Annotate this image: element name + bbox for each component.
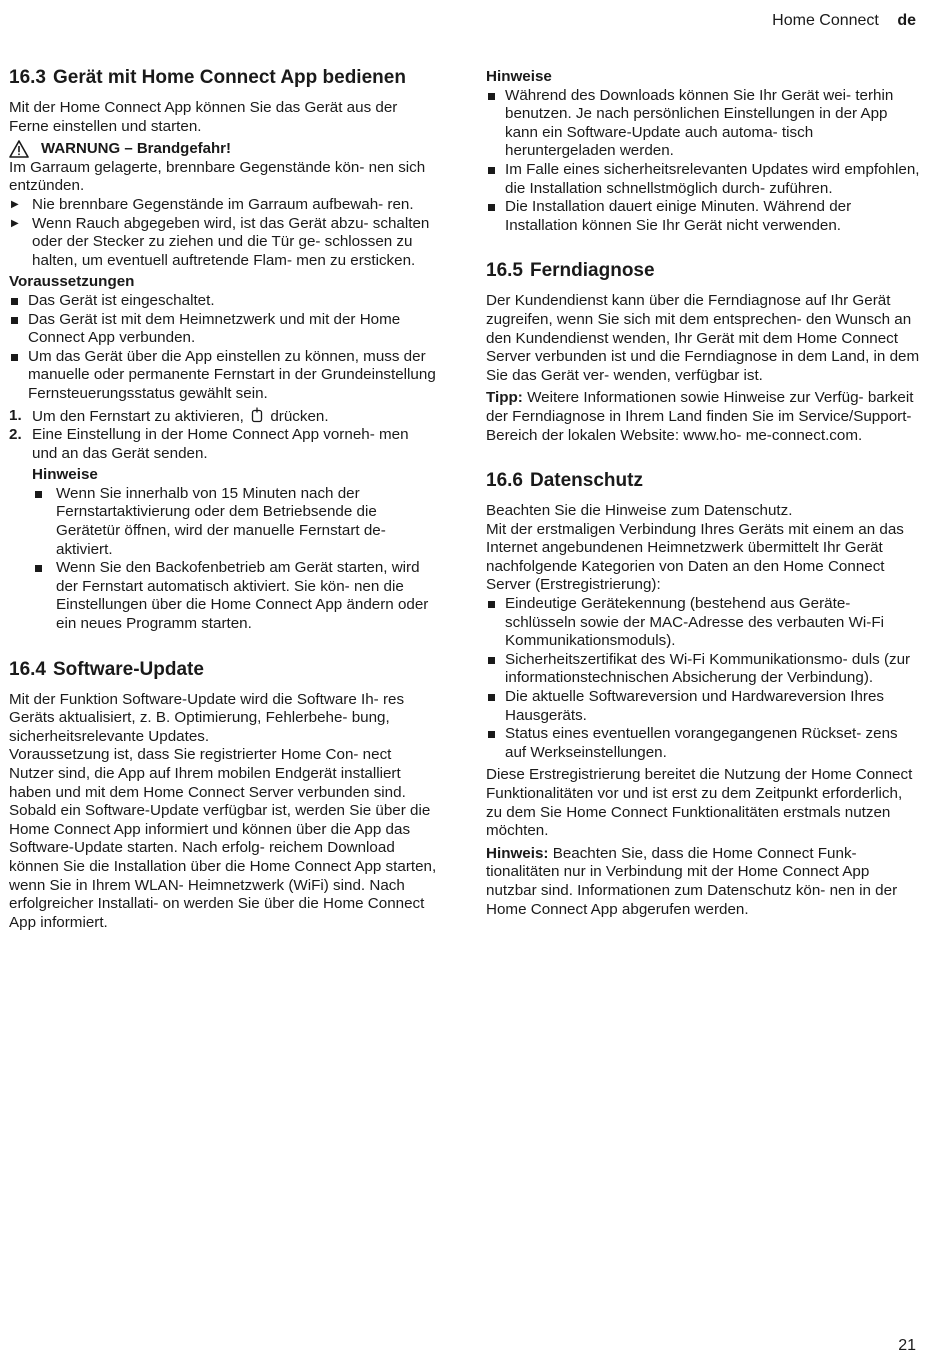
tip-label: Tipp: [486,389,523,407]
paragraph: Mit der erstmaligen Verbindung Ihres Geräts mit einem an das Internet angebundenen Heimnetzwerk übermittelt Ihr Gerät nachfolgende Kategorien von Daten an den Home Connect Server (Erstregistrierung): [486,520,904,594]
list-item: Die aktuelle Softwareversion und Hardwareversion Ihres Hausgeräts. [486,688,922,725]
right-column [486,68,922,919]
page-number: 21 [898,1337,916,1354]
heading-16-5: 16.5 Ferndiagnose [486,260,655,282]
notes-heading: Hinweise [32,466,98,484]
list-item: Eindeutige Gerätekennung (bestehend aus Geräte- schlüsseln sowie der MAC-Adresse des verbauten Wi-Fi Kommunikationsmoduls). [486,595,922,651]
list-item: Die Installation dauert einige Minuten. Während der Installation können Sie Ihr Gerät nicht verwenden. [486,198,922,235]
list-item: Um das Gerät über die App einstellen zu können, muss der manuelle oder permanente Fernstart in der Grundeinstellung Fernsteuerungsstatus gewählt sein. [9,348,437,404]
heading-16-4: 16.4 Software-Update [9,658,204,680]
paragraph: Sobald ein Software-Update verfügbar ist, werden Sie über die Home Connect App informiert und können über die App das Software-Update starten. Nach erfolg- reichem Download können Sie die Installation über die Home Connect App starten, wenn Sie in Ihrem WLAN- Heimnetzwerk (WiFi) sind. Nach erfolgreicher Installati- on werden Sie über die Home Connect App informiert. [9,802,437,931]
list-item: Das Gerät ist eingeschaltet. [9,292,437,311]
note-label: Hinweis: [486,844,549,862]
tip-paragraph: Tipp: Weitere Informationen sowie Hinweise zur Verfüg- barkeit der Ferndiagnose in Ihrem Land finden Sie im Service/Support-Bereich der lokalen Website: www.ho- me-connect.com. [486,389,914,444]
list-item: Status eines eventuellen vorangegangenen Rückset- zens auf Werkseinstellungen. [486,725,922,762]
heading-16-3: 16.3 Gerät mit Home Connect App bedienen [9,67,406,88]
note-paragraph: Hinweis: Beachten Sie, dass die Home Connect Funk- tionalitäten nur in Verbindung mit der Home Connect App nutzbar sind. Informationen zum Datenschutz kön- nen in der Home Connect App abgerufen werden. [486,844,898,918]
list-item: Während des Downloads können Sie Ihr Gerät wei- terhin benutzen. Je nach persönlichen Einstellungen in der App kann ein Software-Update auch automa- tisch heruntergeladen werden. [486,87,922,161]
list-item: Wenn Sie innerhalb von 15 Minuten nach der Fernstartaktivierung oder dem Betriebsende die Gerätetür öffnen, wird der manuelle Fernstart de- aktiviert. [32,485,437,559]
list-item: Sicherheitszertifikat des Wi-Fi Kommunikationsmo- duls (zur informationstechnischen Absicherung der Verbindung). [486,651,922,688]
header-language: de [897,12,916,29]
notes-heading: Hinweise [486,68,552,85]
step-item: 1. Um den Fernstart zu aktivieren, drücken. [9,406,329,425]
list-item: Im Falle eines sicherheitsrelevanten Updates wird empfohlen, die Installation schnellstmöglich durch- zuführen. [486,161,922,198]
data-categories-list [486,595,922,762]
warning-text: Im Garraum gelagerte, brennbare Gegenstände kön- nen sich entzünden. [9,158,426,195]
warning-icon [9,140,29,158]
paragraph: Der Kundendienst kann über die Ferndiagnose auf Ihr Gerät zugreifen, wenn Sie sich mit dem entsprechen- den Wunsch an den Kundendienst wenden, Ihr Gerät mit dem Home Connect Server verbunden ist und die Ferndiagnose in dem Land, in dem Sie das Gerät ver- wenden, verfügbar ist. [486,292,920,384]
paragraph: Diese Erstregistrierung bereitet die Nutzung der Home Connect Funktionalitäten vor und ist erst zu dem Zeitpunkt erforderlich, zu dem Sie Home Connect Funktionalitäten erstmals nutzen möchten. [486,766,913,840]
step-item: 2. Eine Einstellung in der Home Connect App vorneh- men und an das Gerät senden. [9,426,409,462]
notes-list [32,485,437,634]
remote-start-icon [251,407,263,423]
prereq-heading: Voraussetzungen [9,273,135,291]
paragraph: Beachten Sie die Hinweise zum Datenschutz. [486,502,793,520]
header-section: Home Connect [772,12,879,29]
intro-text: Mit der Home Connect App können Sie das Gerät aus der Ferne einstellen und starten. [9,99,398,135]
notes-list [486,87,922,236]
warning-list [9,196,437,270]
prereq-list [9,292,437,404]
list-item: ▶ Nie brennbare Gegenstände im Garraum aufbewah- ren. [11,195,414,213]
paragraph: Voraussetzung ist, dass Sie registrierter Home Con- nect Nutzer sind, die App auf Ihrem mobilen Endgerät installiert haben und mit dem Home Connect Server verbunden sind. [9,746,406,801]
notes-block [9,466,437,633]
step-list [9,407,437,464]
list-item: Das Gerät ist mit dem Heimnetzwerk und mit der Home Connect App verbunden. [9,311,437,348]
page-header [772,12,916,30]
list-item: Wenn Sie den Backofenbetrieb am Gerät starten, wird der Fernstart automatisch aktiviert. Sie kön- nen die Einstellungen über die Home Connect App ändern oder ein neues Programm starten. [32,559,437,633]
warning-heading: WARNUNG – Brandgefahr! [9,140,437,159]
list-item: ▶ Wenn Rauch abgegeben wird, ist das Gerät abzu- schalten oder der Stecker zu ziehen und die Tür ge- schlossen zu halten, um eventuell auftretende Flam- men zu ersticken. [11,214,430,269]
left-column [9,66,437,932]
paragraph: Mit der Funktion Software-Update wird die Software Ih- res Geräts aktualisiert, z. B. Optimierung, Fehlerbehe- bung, sicherheitsrelevante Updates. [9,690,405,745]
heading-16-6: 16.6 Datenschutz [486,470,643,492]
